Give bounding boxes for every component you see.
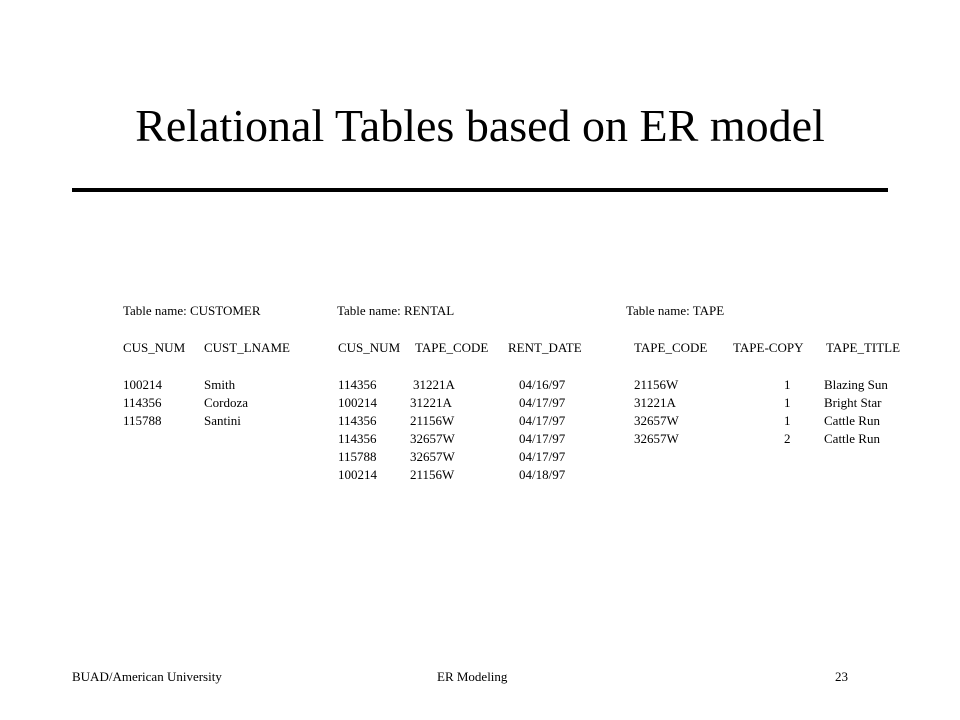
customer-cell: 114356: [123, 395, 162, 410]
rental-cell: 04/17/97: [519, 431, 566, 446]
rental-col-tape-code: TAPE_CODE: [415, 340, 489, 355]
rental-cell: 114356: [338, 431, 377, 446]
rental-cell: 115788: [338, 449, 377, 464]
rental-cell: 114356: [338, 413, 377, 428]
rental-cell: 04/17/97: [519, 413, 566, 428]
rental-cell: 100214: [338, 395, 377, 410]
tape-cell: Cattle Run: [824, 431, 880, 446]
footer-topic: ER Modeling: [437, 669, 508, 684]
customer-col-cus-num: CUS_NUM: [123, 340, 186, 355]
rental-cell: 04/18/97: [519, 467, 566, 482]
footer-institution: BUAD/American University: [72, 669, 222, 684]
tape-col-tape-title: TAPE_TITLE: [826, 340, 901, 355]
rental-cell: 31221A: [410, 395, 452, 410]
customer-col-cust-lname: CUST_LNAME: [204, 340, 290, 355]
customer-cell: 115788: [123, 413, 162, 428]
customer-cell: Cordoza: [204, 395, 249, 410]
slide-title: Relational Tables based on ER model: [135, 100, 825, 151]
rental-cell: 114356: [338, 377, 377, 392]
tape-cell: 1: [784, 395, 791, 410]
customer-cell: Smith: [204, 377, 236, 392]
tape-table-name: Table name: TAPE: [626, 303, 725, 318]
tape-cell: 1: [784, 413, 791, 428]
customer-cell: Santini: [204, 413, 241, 428]
rental-col-rent-date: RENT_DATE: [508, 340, 582, 355]
customer-table-name: Table name: CUSTOMER: [123, 303, 261, 318]
tape-cell: 21156W: [634, 377, 679, 392]
rental-cell: 04/16/97: [519, 377, 566, 392]
rental-col-cus-num: CUS_NUM: [338, 340, 401, 355]
rental-cell: 04/17/97: [519, 395, 566, 410]
rental-cell: 31221A: [413, 377, 455, 392]
rental-cell: 100214: [338, 467, 377, 482]
tape-cell: 32657W: [634, 413, 679, 428]
tape-cell: 1: [784, 377, 791, 392]
tape-cell: Blazing Sun: [824, 377, 888, 392]
customer-cell: 100214: [123, 377, 162, 392]
rental-cell: 32657W: [410, 431, 455, 446]
rental-cell: 21156W: [410, 467, 455, 482]
tape-cell: Bright Star: [824, 395, 882, 410]
tape-cell: 32657W: [634, 431, 679, 446]
rental-cell: 32657W: [410, 449, 455, 464]
tape-cell: 31221A: [634, 395, 676, 410]
rental-cell: 21156W: [410, 413, 455, 428]
tape-cell: 2: [784, 431, 791, 446]
tape-col-tape-code: TAPE_CODE: [634, 340, 708, 355]
tape-col-tape-copy: TAPE-COPY: [733, 340, 804, 355]
rental-cell: 04/17/97: [519, 449, 566, 464]
page-number: 23: [835, 669, 848, 684]
rental-table-name: Table name: RENTAL: [337, 303, 455, 318]
tape-cell: Cattle Run: [824, 413, 880, 428]
